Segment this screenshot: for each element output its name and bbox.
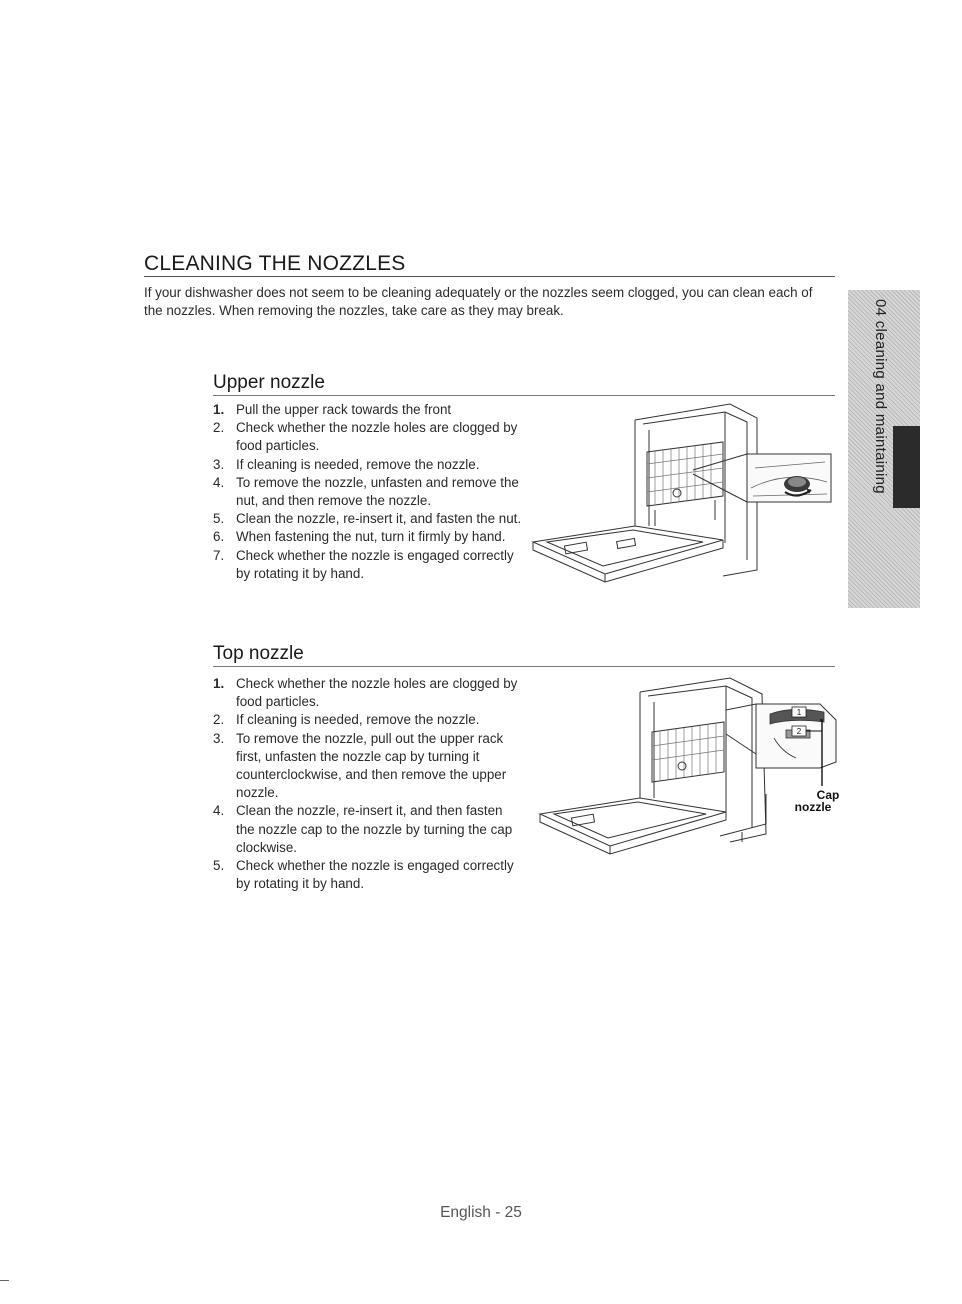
step-number: 4. (213, 803, 225, 819)
step-text: Check whether the nozzle holes are clogged by food particles. (236, 420, 518, 454)
step-item (213, 419, 523, 455)
title-divider (144, 276, 835, 277)
chapter-tab-label: 04 cleaning and maintaining (872, 299, 889, 494)
step-text: Check whether the nozzle is engaged correctly by rotating it by hand. (236, 858, 514, 892)
step-number: 7. (213, 547, 225, 563)
step-item (213, 401, 523, 419)
top-nozzle-heading: Top nozzle (213, 643, 304, 664)
page-footer: English - 25 (440, 1204, 522, 1221)
step-item (213, 547, 523, 583)
step-text: When fastening the nut, turn it firmly by hand. (236, 529, 506, 545)
step-item (213, 730, 523, 803)
top-nozzle-illustration (530, 674, 840, 874)
step-text: Clean the nozzle, re-insert it, and fasten the nut. (236, 511, 522, 527)
step-item (213, 456, 523, 474)
nozzle-label: nozzle (794, 800, 832, 814)
chapter-tab-marker (893, 426, 920, 508)
step-item (213, 675, 523, 711)
corner-mark (0, 1280, 9, 1281)
step-item (213, 510, 523, 528)
upper-nozzle-heading: Upper nozzle (213, 372, 325, 393)
step-number: 5. (213, 511, 225, 527)
callout-2: 2 (796, 727, 802, 736)
step-text: If cleaning is needed, remove the nozzle. (236, 712, 480, 728)
step-number: 3. (213, 730, 225, 746)
step-item (213, 528, 523, 546)
step-item (213, 711, 523, 729)
upper-nozzle-illustration (525, 398, 837, 594)
step-text: To remove the nozzle, pull out the upper rack first, unfasten the nozzle cap by turning it counterclockwise, and then remove the upper nozzle. (236, 730, 507, 801)
step-item (213, 474, 523, 510)
step-number: 6. (213, 529, 225, 545)
top-nozzle-steps (213, 675, 523, 893)
step-number: 1. (213, 402, 225, 417)
step-number: 1. (213, 676, 225, 691)
cap-label: Cap (816, 788, 840, 802)
step-text: Pull the upper rack towards the front (236, 402, 452, 417)
step-text: To remove the nozzle, unfasten and remove the nut, and then remove the nozzle. (236, 474, 519, 509)
upper-nozzle-steps (213, 401, 523, 583)
upper-nozzle-divider (213, 395, 835, 396)
step-item (213, 857, 523, 893)
step-number: 4. (213, 474, 225, 490)
step-text: Check whether the nozzle is engaged correctly by rotating it by hand. (236, 547, 514, 581)
step-text: Check whether the nozzle holes are clogged by food particles. (236, 676, 518, 710)
page-title: CLEANING THE NOZZLES (144, 252, 406, 275)
step-number: 3. (213, 456, 225, 472)
step-number: 2. (213, 420, 225, 436)
top-nozzle-divider (213, 666, 835, 667)
intro-paragraph: If your dishwasher does not seem to be cleaning adequately or the nozzles seem clogged, you can clean each of the nozzles. When removing the nozzles, take care as they may break. (144, 285, 813, 318)
step-number: 2. (213, 712, 225, 728)
step-number: 5. (213, 858, 225, 874)
step-text: If cleaning is needed, remove the nozzle. (236, 456, 480, 472)
callout-1: 1 (796, 708, 802, 717)
step-item (213, 802, 523, 857)
step-text: Clean the nozzle, re-insert it, and then fasten the nozzle cap to the nozzle by turning the cap clockwise. (236, 803, 513, 855)
